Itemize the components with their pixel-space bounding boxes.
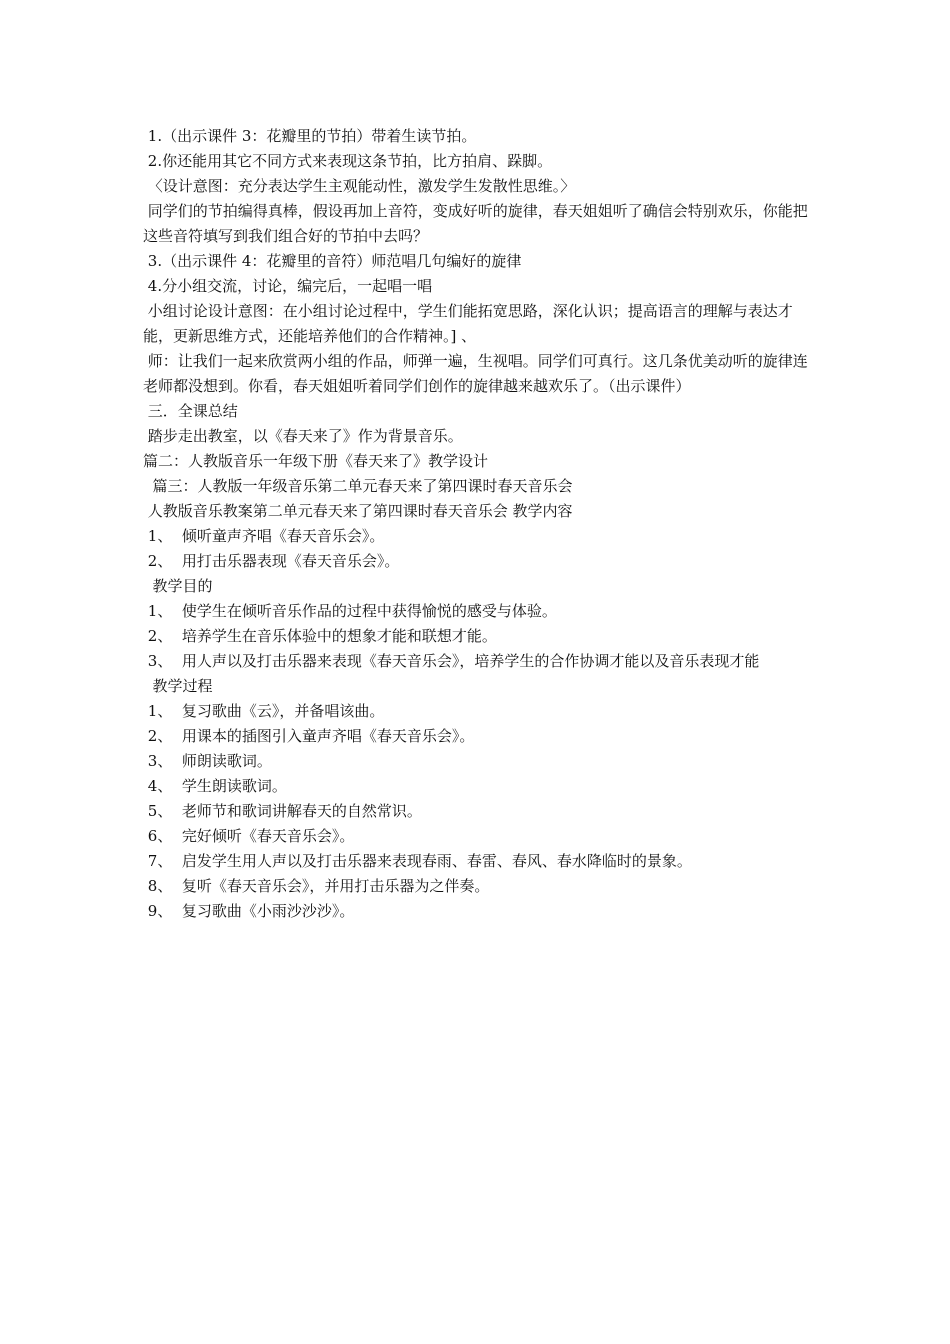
paragraph: 〈设计意图：充分表达学生主观能动性，激发学生发散性思维。〉 bbox=[143, 177, 576, 195]
section-heading: 篇三：人教版一年级音乐第二单元春天来了第四课时春天音乐会 bbox=[143, 477, 573, 495]
list-item: 2、 用打击乐器表现《春天音乐会》。 bbox=[143, 552, 400, 570]
document-body bbox=[143, 124, 808, 924]
list-item: 3、 用人声以及打击乐器来表现《春天音乐会》，培养学生的合作协调才能以及音乐表现才能 bbox=[143, 652, 760, 670]
list-item: 6、 完好倾听《春天音乐会》。 bbox=[143, 827, 355, 845]
list-item: 5、 老师节和歌词讲解春天的自然常识。 bbox=[143, 802, 422, 820]
paragraph: 1.（出示课件 3：花瓣里的节拍）带着生读节拍。 bbox=[143, 127, 477, 145]
list-item: 7、 启发学生用人声以及打击乐器来表现春雨、春雷、春风、春水降临时的景象。 bbox=[143, 852, 692, 870]
paragraph: 4.分小组交流，讨论，编完后，一起唱一唱 bbox=[143, 277, 433, 295]
section-heading: 篇二：人教版音乐一年级下册《春天来了》教学设计 bbox=[143, 452, 489, 470]
paragraph: 小组讨论设计意图：在小组讨论过程中，学生们能拓宽思路，深化认识；提高语言的理解与表达才能，更新思维方式，还能培养他们的合作精神。] 、 bbox=[143, 302, 793, 345]
list-item: 4、 学生朗读歌词。 bbox=[143, 777, 287, 795]
paragraph: 人教版音乐教案第二单元春天来了第四课时春天音乐会 教学内容 bbox=[143, 502, 573, 520]
section-heading: 教学过程 bbox=[143, 677, 213, 695]
section-heading: 教学目的 bbox=[143, 577, 213, 595]
list-item: 1、 使学生在倾听音乐作品的过程中获得愉悦的感受与体验。 bbox=[143, 602, 557, 620]
section-heading: 三．全课总结 bbox=[143, 402, 238, 420]
paragraph: 2.你还能用其它不同方式来表现这条节拍，比方拍肩、跺脚。 bbox=[143, 152, 553, 170]
list-item: 9、 复习歌曲《小雨沙沙沙》。 bbox=[143, 902, 355, 920]
paragraph: 同学们的节拍编得真棒，假设再加上音符，变成好听的旋律，春天姐姐听了确信会特别欢乐，你能把这些音符填写到我们组合好的节拍中去吗？ bbox=[143, 202, 808, 245]
list-item: 3、 师朗读歌词。 bbox=[143, 752, 272, 770]
list-item: 2、 用课本的插图引入童声齐唱《春天音乐会》。 bbox=[143, 727, 475, 745]
paragraph: 3.（出示课件 4：花瓣里的音符）师范唱几句编好的旋律 bbox=[143, 252, 522, 270]
list-item: 1、 复习歌曲《云》，并备唱该曲。 bbox=[143, 702, 385, 720]
list-item: 8、 复听《春天音乐会》，并用打击乐器为之伴奏。 bbox=[143, 877, 490, 895]
paragraph: 踏步走出教室，以《春天来了》作为背景音乐。 bbox=[143, 427, 463, 445]
list-item: 2、 培养学生在音乐体验中的想象才能和联想才能。 bbox=[143, 627, 497, 645]
list-item: 1、 倾听童声齐唱《春天音乐会》。 bbox=[143, 527, 385, 545]
paragraph: 师：让我们一起来欣赏两小组的作品，师弹一遍，生视唱。同学们可真行。这几条优美动听的旋律连老师都没想到。你看，春天姐姐听着同学们创作的旋律越来越欢乐了。（出示课件） bbox=[143, 352, 808, 395]
